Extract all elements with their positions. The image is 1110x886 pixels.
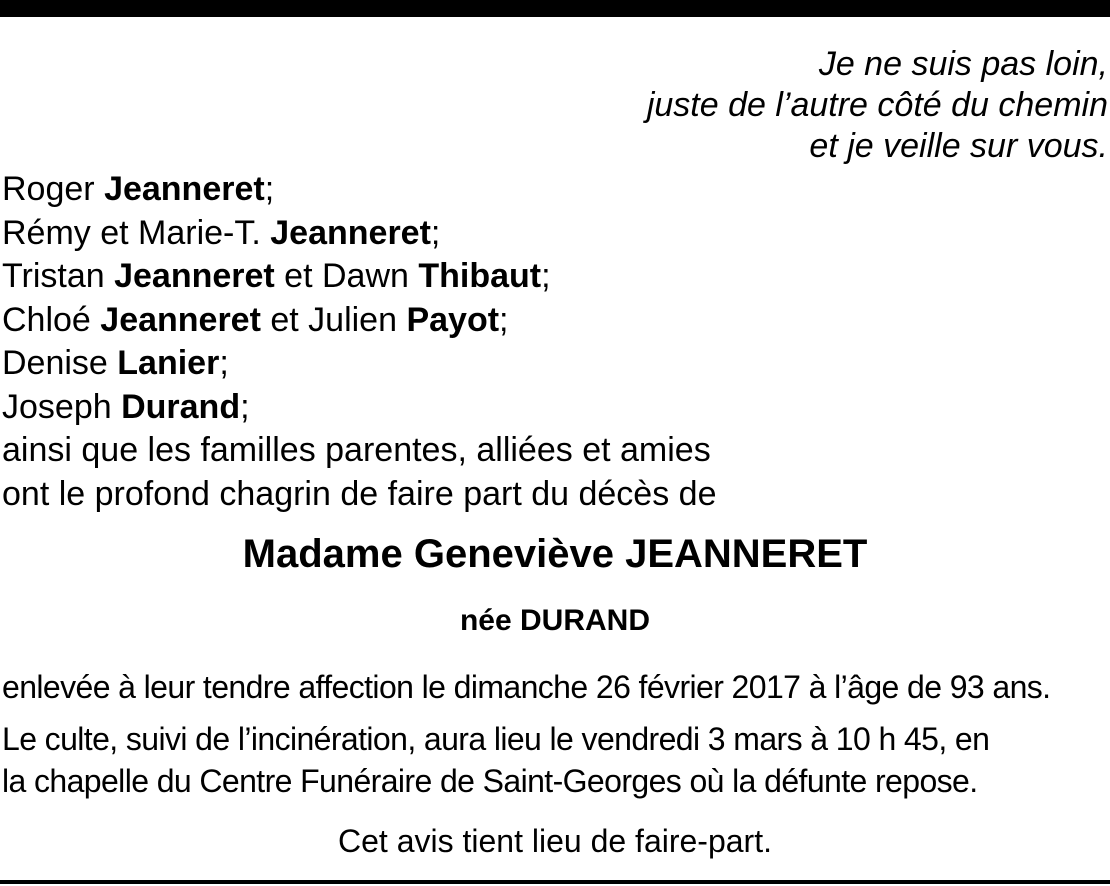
announcement-line: ont le profond chagrin de faire part du décès de [2,474,717,513]
family-surname: Jeanneret [270,213,431,252]
family-member: Tristan Jeanneret et Dawn Thibaut; [2,257,551,295]
family-surname: Jeanneret [104,170,265,208]
announcement-line: ainsi que les familles parentes, alliées et amies [2,431,711,469]
maiden-name: née DURAND [459,604,651,637]
family-member: Chloé Jeanneret et Julien Payot; [2,300,509,339]
bottom-border [0,880,1110,884]
top-border [0,0,1110,17]
family-surname: Payot [406,300,500,339]
family-member: Joseph Durand; [2,387,250,426]
family-surname: Durand [121,387,241,426]
death-details [2,666,1108,708]
ceremony-details [2,718,1108,802]
ceremony-details-line: Le culte, suivi de l’incinération, aura lieu le vendredi 3 mars à 10 h 45, en [2,721,990,757]
family-member: Rémy et Marie-T. Jeanneret; [2,213,441,252]
ceremony-details-line: la chapelle du Centre Funéraire de Saint-Georges où la défunte repose. [2,763,978,799]
closing-note: Cet avis tient lieu de faire-part. [338,823,772,859]
epigraph-line: juste de l’autre côté du chemin [646,86,1108,124]
family-list [2,168,716,516]
family-member: Denise Lanier; [2,344,229,382]
death-details-line: enlevée à leur tendre affection le dimanche 26 février 2017 à l’âge de 93 ans. [2,669,1051,705]
family-surname: Jeanneret [114,257,275,295]
family-member: Roger Jeanneret; [2,170,275,208]
epigraph-quote [408,44,1108,167]
family-surname: Jeanneret [100,300,261,339]
epigraph-line: et je veille sur vous. [809,127,1108,165]
family-surname: Thibaut [418,257,542,295]
deceased-name: Madame Geneviève JEANNERET [242,532,868,576]
epigraph-line: Je ne suis pas loin, [818,45,1108,83]
family-surname: Lanier [117,344,220,382]
